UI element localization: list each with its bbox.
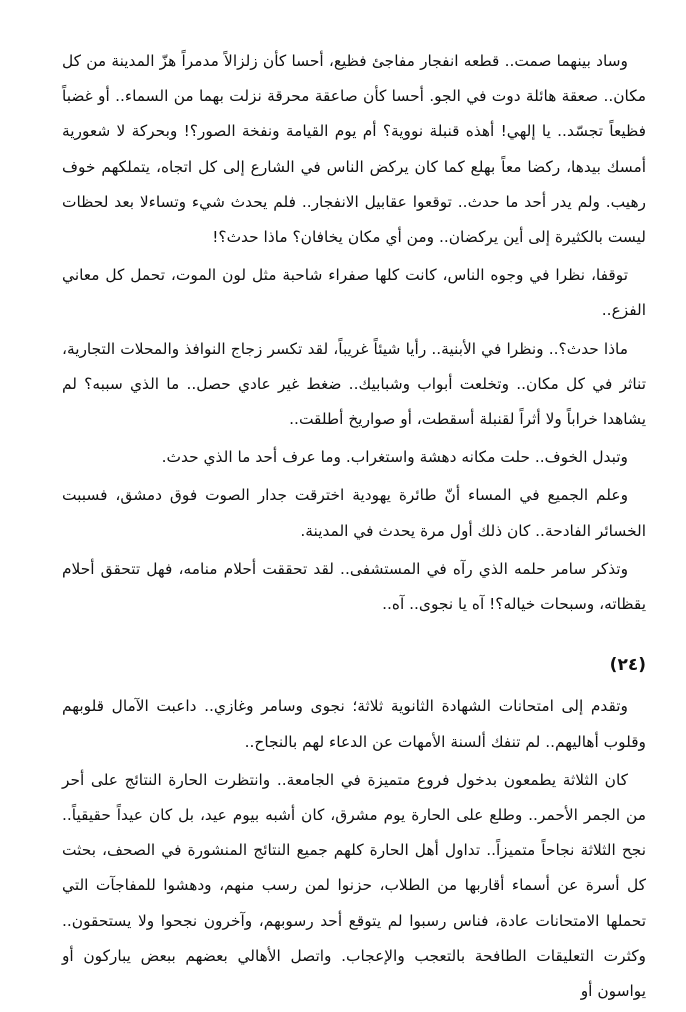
paragraph: وتذكر سامر حلمه الذي رآه في المستشفى.. لقد تحققت أحلام منامه، فهل تتحقق أحلام يقظاته، وسبحات خياله؟! آه يا نجوى.. آه.. bbox=[62, 559, 646, 614]
book-page bbox=[62, 44, 646, 1012]
paragraph: كان الثلاثة يطمعون بدخول فروع متميزة في الجامعة.. وانتظرت الحارة النتائج على أحر من الجمر الأحمر.. وطلع على الحارة يوم مشرق، كان أشبه بيوم عيد، بل كان عيداً حقيقياً.. نجح الثلاثة نجاحاً متميزاً.. تداول أهل الحارة كلهم جميع النتائج المنشورة في الصحف، بحثت كل أسرة عن أسماء أقاربها من الطلاب، حزنوا لمن رسب منهم، ودهشوا للمفاجآت التي تحملها الامتحانات عادة، فناس رسبوا لم يتوقع أحد رسوبهم، وآخرون نجحوا ولا يستحقون.. وكثرت التعليقات الطافحة بالتعجب والإعجاب. واتصل الأهالي بعضهم ببعض يباركون أو يواسون أو bbox=[62, 770, 646, 1001]
chapter-heading: (٢٤) bbox=[609, 655, 646, 676]
paragraph: وتقدم إلى امتحانات الشهادة الثانوية ثلاثة؛ نجوى وسامر وغازي.. داعبت الآمال قلوبهم وقلوب أهاليهم.. لم تنفك ألسنة الأمهات عن الدعاء لهم بالنجاح.. bbox=[62, 697, 646, 751]
paragraph: ماذا حدث؟.. ونظرا في الأبنية.. رأيا شيئاً غريباً، لقد تكسر زجاج النوافذ والمحلات التجارية، تناثر في كل مكان.. وتخلعت أبواب وشبابيك.. ضغط غير عادي حصل.. ما الذي سببه؟ لم يشاهدا خراباً ولا أثراً لقنبلة أسقطت، أو صواريخ أطلقت.. bbox=[62, 339, 646, 429]
paragraph: وتبدل الخوف.. حلت مكانه دهشة واستغراب. وما عرف أحد ما الذي حدث. bbox=[161, 448, 628, 467]
paragraph: وعلم الجميع في المساء أنّ طائرة يهودية اخترقت جدار الصوت فوق دمشق، فسببت الخسائر الفادحة.. كان ذلك أول مرة يحدث في المدينة. bbox=[62, 486, 646, 540]
paragraph: توقفا، نظرا في وجوه الناس، كانت كلها صفراء شاحبة مثل لون الموت، تحمل كل معاني الفزع.. bbox=[62, 266, 646, 320]
paragraph: وساد بينهما صمت.. قطعه انفجار مفاجئ فظيع، أحسا كأن زلزالاً مدمراً هزّ المدينة من كل مكان.. صعقة هائلة دوت في الجو. أحسا كأن صاعقة محرقة نزلت بهما من السماء.. أو غضباً فظيعاً تجسّد.. يا إلهي! أهذه قنبلة نووية؟ أم يوم القيامة ونفخة الصور؟! وبحركة لا شعورية أمسك بيدها، ركضا معاً بهلع كما كان يركض الناس في الشارع إلى كل اتجاه، يتملكهم خوف رهيب. ولم يدر أحد ما حدث.. توقعوا عقابيل الانفجار.. فلم يحدث شيء وتساءلا بعد لحظات ليست بالكثيرة إلى أين يركضان.. ومن أي مكان يخافان؟ ماذا حدث؟! bbox=[62, 52, 646, 247]
